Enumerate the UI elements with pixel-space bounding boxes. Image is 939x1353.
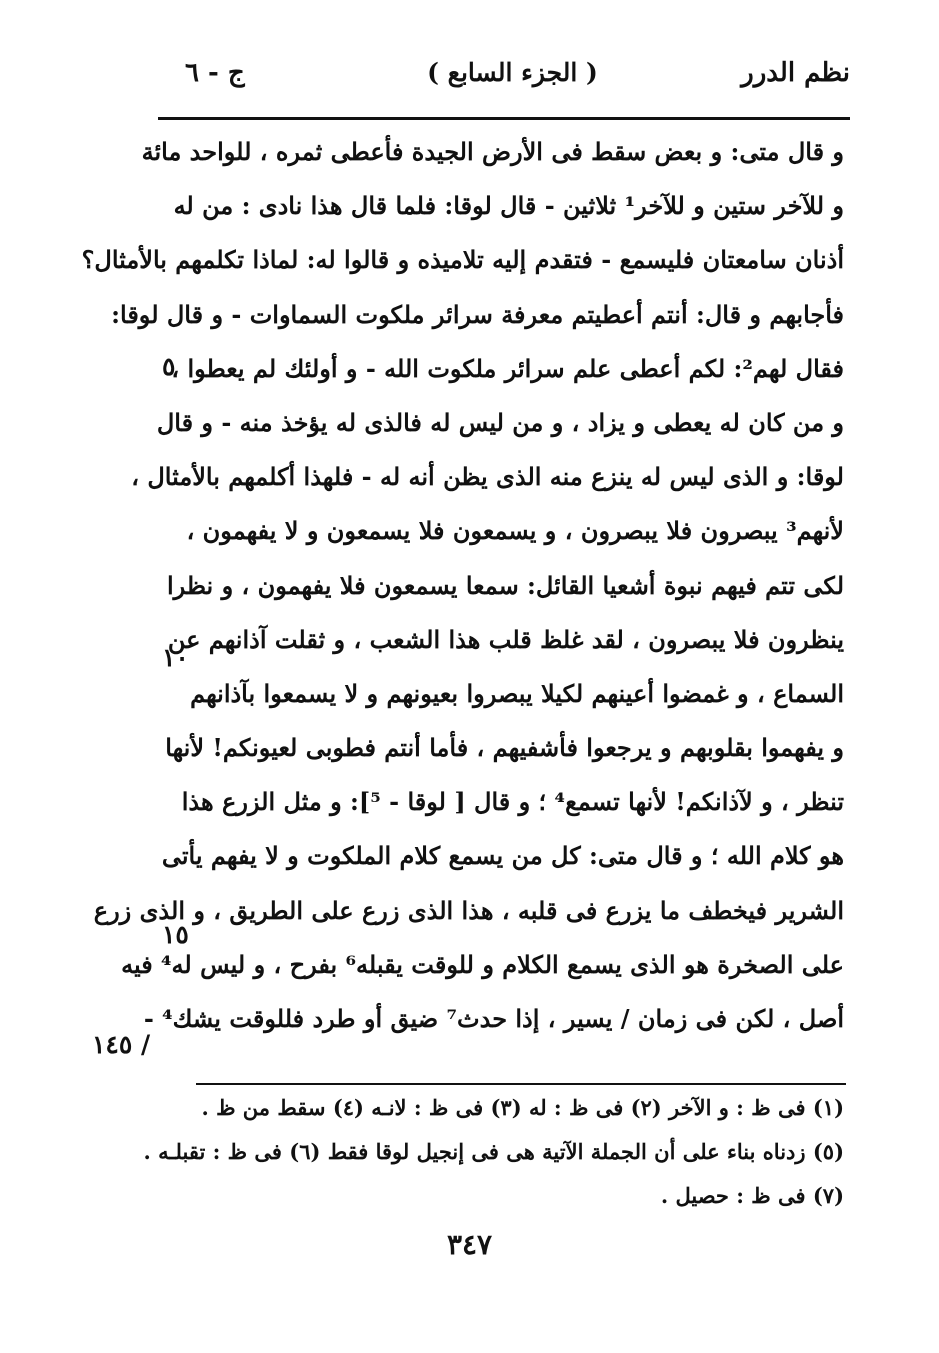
text-line: أصل ، لكن فى زمان / يسير ، إذا حدث⁷ ضيق أو طرد فللوقت يشك⁴ - [143,1004,844,1033]
line-number: ١٥ [162,920,189,949]
text-line: الشرير فيخطف ما يزرع فى قلبه ، هذا الذى زرع على الطريق ، و الذى زرع [93,895,844,925]
text-line: تنظر ، و لآذانكم! لأنها تسمع⁴ ؛ و قال [ لوقا - ⁵]: و مثل الزرع هذا [181,787,844,817]
part-label: ( الجزء السابع ) [427,58,598,87]
text-line: فأجابهم و قال: أنتم أعطيتم معرفة سرائر ملكوت السماوات - و قال لوقا: [111,299,844,329]
footnote-rule [196,1083,846,1085]
footnote-line: (٥) زدناه بناء على أن الجملة الآتية هى فى إنجيل لوقا فقط (٦) فى ظ : تقبلـه . [143,1139,844,1164]
text-line: لأنهم³ يبصرون فلا يبصرون ، و يسمعون فلا يسمعون و لا يفهمون ، [186,516,844,546]
footnotes [143,1086,844,1218]
margin-manuscript-ref: / ١٤٥ [92,1030,151,1059]
volume-label: ج - ٦ [185,58,245,88]
text-line: هو كلام الله ؛ و قال متى: كل من يسمع كلام الملكوت و لا يفهم يأتى [161,841,844,871]
line-number: ١٠ [162,643,189,672]
header-rule [158,117,850,120]
book-title: نظم الدرر [741,58,850,88]
text-line: لوقا: و الذى ليس له ينزع منه الذى يظن أنه له - فلهذا أكلمهم بالأمثال ، [131,462,844,492]
text-line: ينظرون فلا يبصرون ، لقد غلظ قلب هذا الشعب ، و ثقلت آذانهم عن [167,624,844,654]
page-number: ٣٤٧ [446,1228,493,1261]
text-line: أذنان سامعتان فليسمع - فتقدم إليه تلاميذه و قالوا له: لماذا تكلمهم بالأمثال؟ [81,245,844,275]
text-line: فقال لهم²: لكم أعطى علم سرائر ملكوت الله - و أولئك لم يعطوا ، [171,353,844,383]
text-line: و يفهموا بقلوبهم و يرجعوا فأشفيهم ، فأما أنتم فطوبى لعيونكم! لأنها [165,733,844,763]
text-line: السماع ، و غمضوا أعينهم لكيلا يبصروا بعيونهم و لا يسمعوا بآذانهم [190,678,844,708]
line-number: ٥ [162,352,176,381]
footnote-line: (١) فى ظ : و الآخر (٢) فى ظ : له (٣) فى ظ : لانـه (٤) سقط من ظ . [201,1095,844,1120]
text-line: و من كان له يعطى و يزاد ، و من ليس له فالذى له يؤخذ منه - و قال [156,407,844,437]
running-header [175,50,850,100]
text-line: على الصخرة هو الذى يسمع الكلام و للوقت يقبله⁶ بفرح ، و ليس له⁴ فيه [121,949,844,979]
text-line: و للآخر ستين و للآخر¹ ثلاثين - قال لوقا: فلما قال هذا نادى : من له [173,191,844,221]
text-line: و قال متى: و بعض سقط فى الأرض الجيدة فأعطى ثمره ، للواحد مائة [141,137,844,166]
text-line: لكى تتم فيهم نبوة أشعيا القائل: سمعا يسمعون فلا يفهمون ، و نظرا [166,570,844,600]
footnote-line: (٧) فى ظ : حصيل . [660,1183,844,1208]
